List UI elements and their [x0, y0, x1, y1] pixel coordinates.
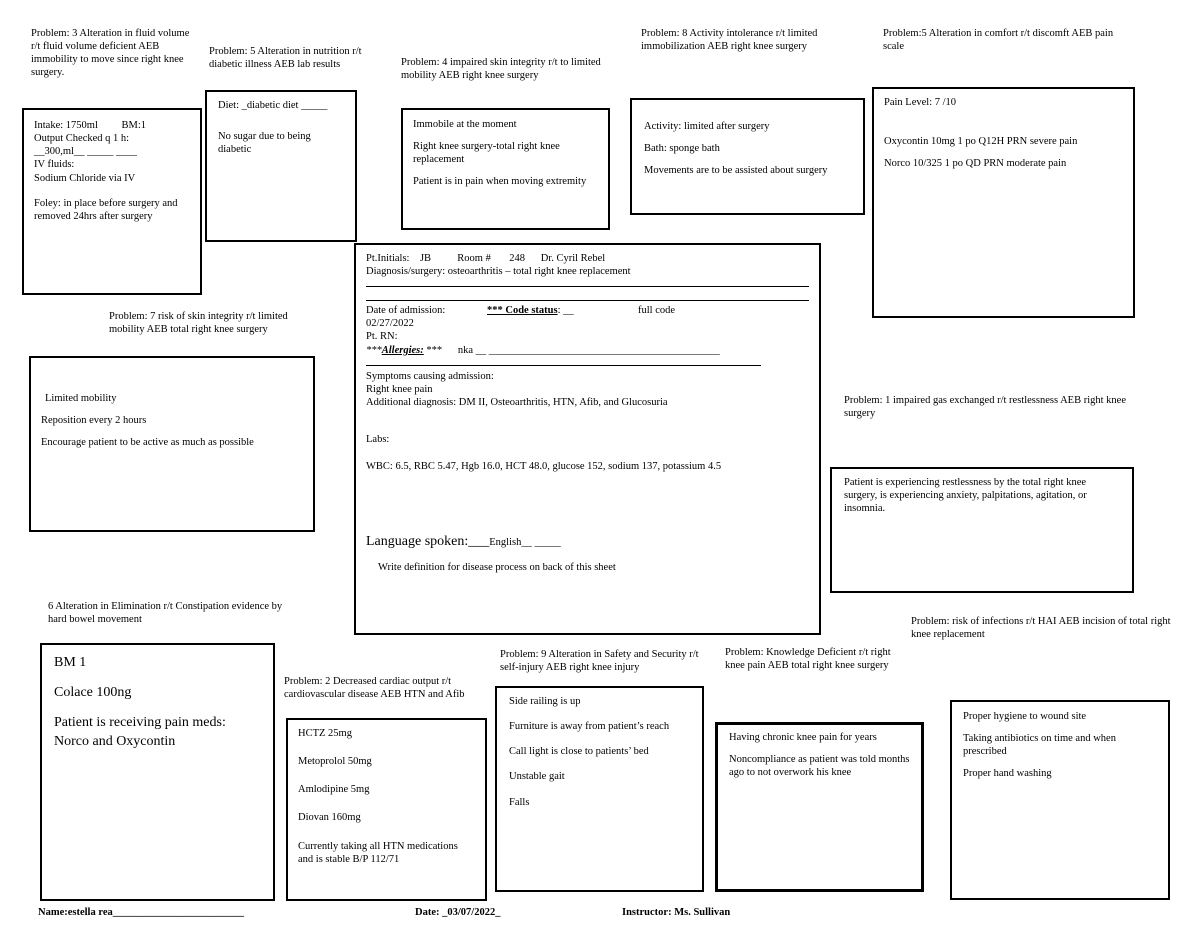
diagnosis: Diagnosis/surgery: osteoarthritis – total right knee replacement — [366, 266, 631, 278]
pk-item-1: Having chronic knee pain for years — [729, 732, 877, 743]
p9-item-2: Furniture is away from patient’s reach — [509, 721, 670, 733]
symptom-1: Right knee pain — [366, 383, 433, 395]
labs-label: Labs: — [366, 434, 390, 445]
problem-9-title: Problem: 9 Alteration in Safety and Security r/t self-injury AEB right knee injury — [500, 649, 699, 674]
divider-line — [366, 365, 761, 366]
knowledge-problem-title: Problem: Knowledge Deficient r/t right knee pain AEB total right knee surgery — [725, 647, 891, 672]
problem-6-box — [40, 643, 275, 901]
problem-4-title: Problem: 4 impaired skin integrity r/t to limited mobility AEB right knee surgery — [401, 57, 601, 82]
p1-text: Patient is experiencing restlessness by the total right knee surgery, is experiencing anxiety, palpitations, agitation, or insomnia. — [844, 477, 1087, 515]
p4-item-3: Patient is in pain when moving extremity — [413, 176, 587, 188]
p6-item-1: BM 1 — [54, 655, 87, 670]
divider-line — [366, 300, 809, 301]
problem-8-title: Problem: 8 Activity intolerance r/t limited immobilization AEB right knee surgery — [641, 28, 818, 53]
p8-movements: Movements are to be assisted about surgery — [644, 165, 828, 177]
p4-item-2: Right knee surgery-total right knee replacement — [413, 141, 560, 166]
iv-fluids-label: IV fluids: — [34, 159, 75, 171]
labs-values: WBC: 6.5, RBC 5.47, Hgb 16.0, HCT 48.0, glucose 152, sodium 137, potassium 4.5 — [366, 461, 722, 473]
problem-3-title: Problem: 3 Alteration in fluid volume r/t fluid volume deficient AEB immobility to move since right knee surgery. — [31, 28, 190, 79]
pi-item-3: Proper hand washing — [963, 768, 1052, 780]
problem-2-title: Problem: 2 Decreased cardiac output r/t cardiovascular disease AEB HTN and Afib — [284, 676, 465, 701]
problem-6-title: 6 Alteration in Elimination r/t Constipation evidence by hard bowel movement — [48, 601, 283, 626]
additional-diagnosis: Additional diagnosis: DM II, Osteoarthritis, HTN, Afib, and Glucosuria — [366, 396, 668, 408]
pt-rn: Pt. RN: — [366, 331, 398, 343]
p9-item-4: Unstable gait — [509, 771, 565, 783]
p2-med-2: Metoprolol 50mg — [298, 756, 372, 768]
instructor: Instructor: Ms. Sullivan — [622, 907, 731, 918]
divider-line — [366, 286, 809, 287]
infection-box — [950, 700, 1170, 900]
pain-med-1: Oxycontin 10mg 1 po Q12H PRN severe pain — [884, 136, 1078, 148]
p9-item-1: Side railing is up — [509, 696, 581, 707]
p6-item-2: Colace 100ng — [54, 685, 132, 701]
problem-5-title: Problem: 5 Alteration in nutrition r/t diabetic illness AEB lab results — [209, 46, 362, 71]
pi-item-1: Proper hygiene to wound site — [963, 711, 1087, 722]
p4-item-1: Immobile at the moment — [413, 119, 517, 130]
allergies: ***Allergies: *** nka __ ____________________________________________ — [366, 344, 720, 356]
p2-note: Currently taking all HTN medications and is stable B/P 112/71 — [298, 840, 458, 865]
diet-label: Diet: _diabetic diet _____ — [218, 100, 328, 111]
patient-header: Pt.Initials: JB Room # 248 Dr. Cyril Rebel — [366, 253, 606, 264]
p8-activity: Activity: limited after surgery — [644, 121, 770, 132]
p7-item-2: Reposition every 2 hours — [41, 415, 147, 427]
problem-7-title: Problem: 7 risk of skin integrity r/t limited mobility AEB total right knee surgery — [109, 311, 288, 336]
infection-problem-title: Problem: risk of infections r/t HAI AEB incision of total right knee replacement — [911, 616, 1171, 641]
problem-8-box — [630, 98, 865, 215]
output-value: __300,ml__ _____ ____ — [34, 146, 137, 158]
student-name: Name:estella rea_________________________ — [38, 907, 244, 918]
p7-item-1: Limited mobility — [45, 393, 117, 404]
p9-item-3: Call light is close to patients’ bed — [509, 746, 649, 758]
knowledge-box — [715, 722, 924, 892]
problem-1-title: Problem: 1 impaired gas exchanged r/t restlessness AEB right knee surgery — [844, 395, 1126, 420]
output-label: Output Checked q 1 h: — [34, 133, 130, 145]
patient-info-box — [354, 243, 821, 635]
p6-item-3: Patient is receiving pain meds: Norco and Oxycontin — [54, 715, 226, 749]
admission-label: Date of admission: — [366, 305, 446, 317]
intake-label: Intake: 1750ml BM:1 — [34, 120, 147, 131]
pi-item-2: Taking antibiotics on time and when prescribed — [963, 733, 1116, 758]
date: Date: _03/07/2022_ — [415, 907, 501, 918]
code-status: *** Code status: __ — [487, 305, 574, 317]
definition-note: Write definition for disease process on back of this sheet — [378, 562, 616, 574]
problem-9-box — [495, 686, 704, 892]
diet-note: No sugar due to being diabetic — [218, 131, 311, 156]
p9-item-5: Falls — [509, 796, 530, 808]
problem-1-box — [830, 467, 1134, 593]
code-status-value: full code — [638, 305, 676, 317]
p8-bath: Bath: sponge bath — [644, 143, 720, 155]
symptoms-label: Symptoms causing admission: — [366, 370, 494, 382]
p2-med-4: Diovan 160mg — [298, 812, 361, 824]
pk-item-2: Noncompliance as patient was told months ago to not overwork his knee — [729, 754, 910, 779]
pain-med-2: Norco 10/325 1 po QD PRN moderate pain — [884, 158, 1067, 170]
foley-note: Foley: in place before surgery and removed 24hrs after surgery — [34, 197, 178, 222]
iv-fluids-value: Sodium Chloride via IV — [34, 172, 136, 184]
problem-2-box — [286, 718, 487, 901]
language-spoken: Language spoken:___English__ _____ — [366, 534, 561, 550]
admission-row — [366, 304, 809, 317]
p2-med-1: HCTZ 25mg — [298, 728, 352, 739]
problem-4-box — [401, 108, 610, 230]
pain-problem-title: Problem:5 Alteration in comfort r/t discomft AEB pain scale — [883, 28, 1114, 53]
p2-med-3: Amlodipine 5mg — [298, 784, 370, 796]
problem-3-box — [22, 108, 202, 295]
p7-item-3: Encourage patient to be active as much as possible — [41, 437, 254, 449]
pain-level: Pain Level: 7 /10 — [884, 97, 957, 108]
pain-box — [872, 87, 1135, 318]
problem-7-box — [29, 356, 315, 532]
admission-date: 02/27/2022 — [366, 318, 414, 330]
problem-5-box — [205, 90, 357, 242]
